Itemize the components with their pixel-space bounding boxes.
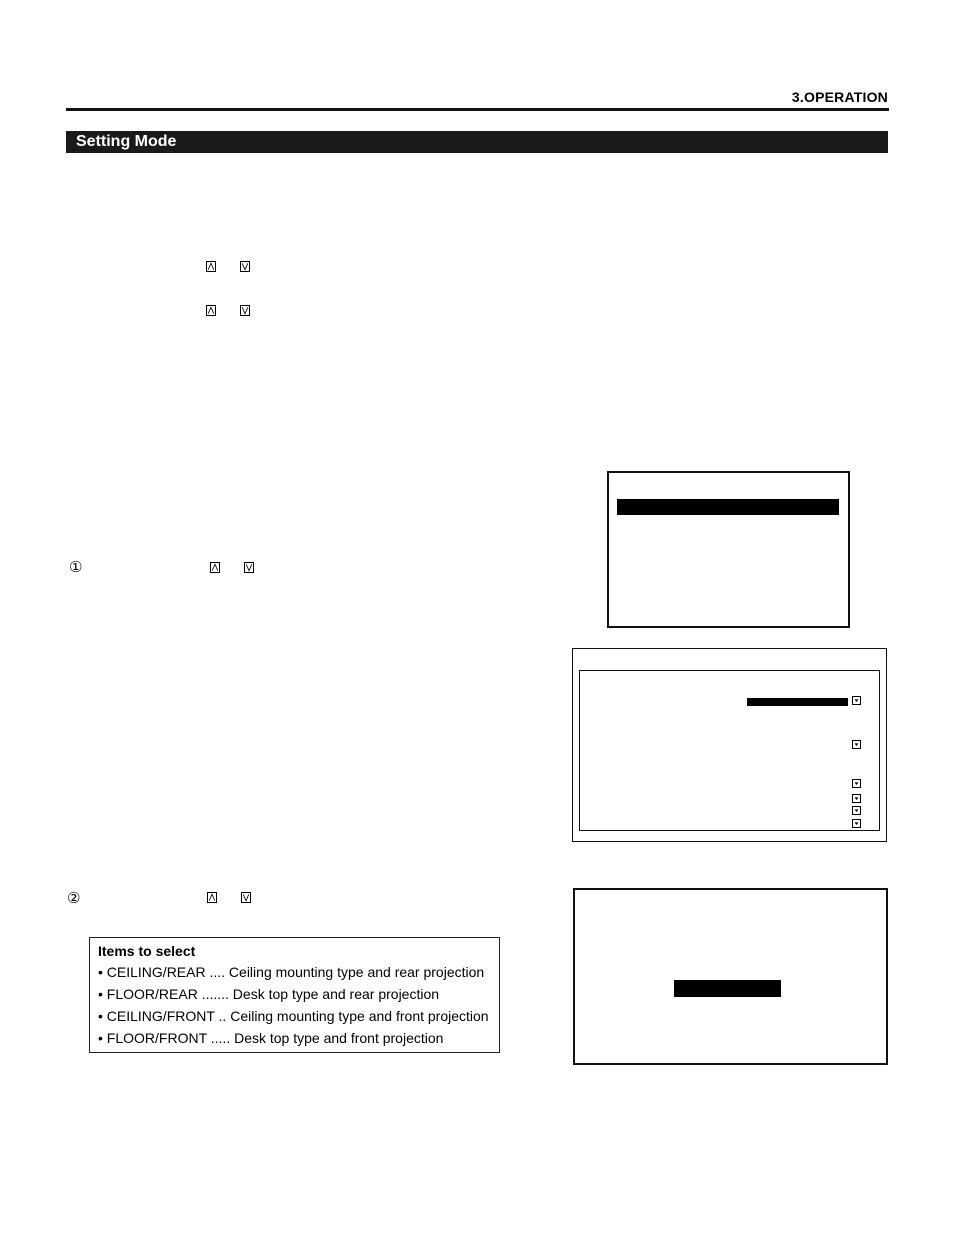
down-triangle-icon [241, 892, 251, 903]
header-rule [66, 108, 889, 111]
chapter-label: 3.OPERATION [791, 89, 888, 105]
list-item: • FLOOR/REAR ....... Desk top type and rear projection [98, 986, 440, 1002]
list-item: • CEILING/REAR .... Ceiling mounting type and rear projection [98, 964, 485, 980]
menu-screen-setting [572, 648, 887, 842]
mirror-highlight-bar [674, 980, 781, 997]
menu-highlight-bar [617, 499, 839, 515]
dropdown-arrow-icon [852, 740, 861, 749]
list-item: • FLOOR/FRONT ..... Desk top type and front projection [98, 1030, 444, 1046]
down-triangle-icon [240, 305, 250, 316]
step-1-marker: ① [69, 558, 83, 576]
items-box-title: Items to select [98, 943, 196, 959]
menu-screen-mirror [573, 888, 888, 1065]
up-triangle-icon [210, 562, 220, 573]
down-triangle-icon [244, 562, 254, 573]
items-to-select-box [89, 937, 500, 1053]
section-title-bar [66, 131, 888, 153]
step-2-marker: ② [67, 889, 81, 907]
dropdown-arrow-icon [852, 794, 861, 803]
dropdown-arrow-icon [852, 806, 861, 815]
setting-menu-panel [579, 670, 880, 831]
up-triangle-icon [206, 261, 216, 272]
down-triangle-icon [240, 261, 250, 272]
section-title: Setting Mode [76, 133, 177, 150]
dropdown-arrow-icon [852, 819, 861, 828]
menu-screen-main [607, 471, 850, 628]
dropdown-arrow-icon [852, 696, 861, 705]
up-triangle-icon [207, 892, 217, 903]
setting-highlight-bar [747, 698, 848, 706]
up-triangle-icon [206, 305, 216, 316]
dropdown-arrow-icon [852, 779, 861, 788]
list-item: • CEILING/FRONT .. Ceiling mounting type and front projection [98, 1008, 489, 1024]
